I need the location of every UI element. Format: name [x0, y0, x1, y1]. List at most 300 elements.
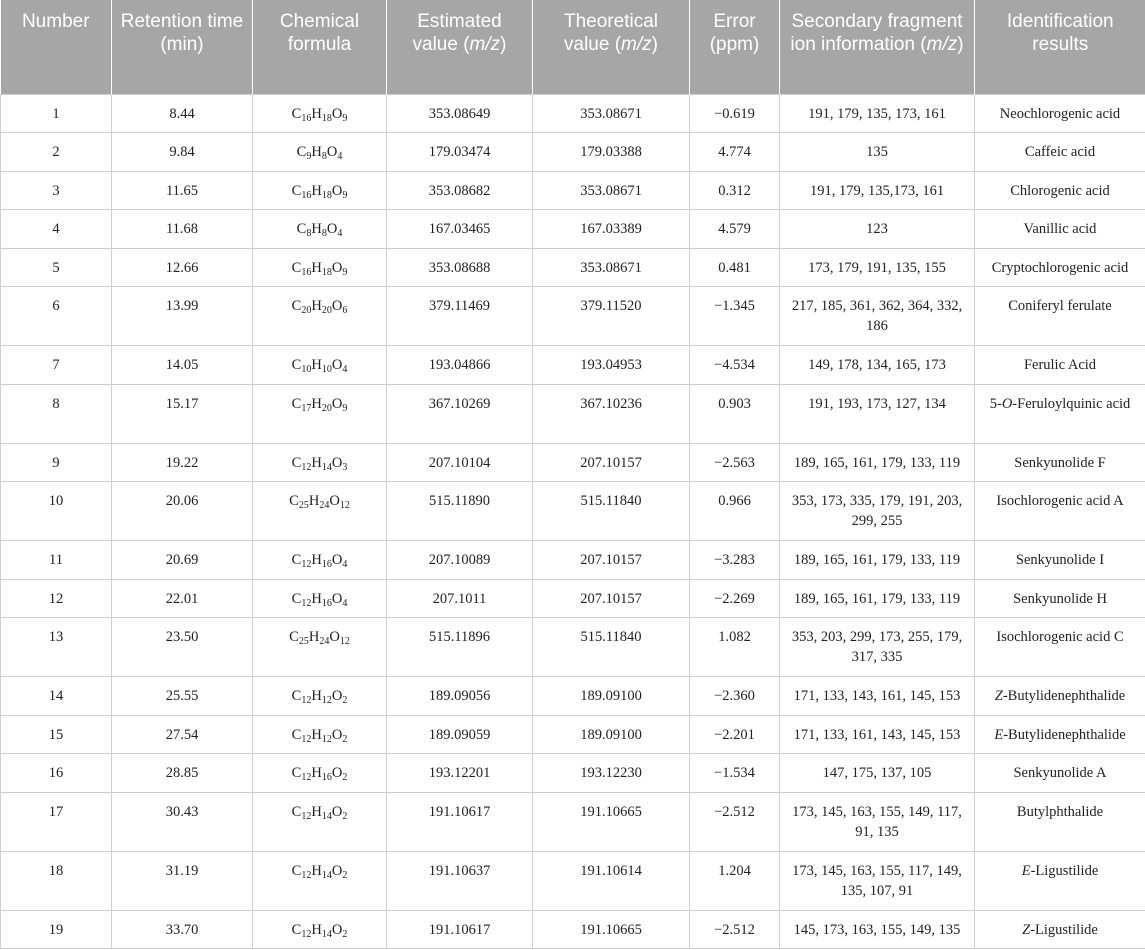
formula-subscript: 24 [319, 500, 330, 511]
cell-fragment-ions: 135 [780, 133, 975, 172]
cell-chemical-formula [253, 171, 387, 210]
formula-element: C [291, 590, 302, 607]
formula-subscript: 25 [298, 636, 309, 647]
cell-identification [975, 618, 1145, 677]
cell-number: 15 [1, 715, 112, 754]
cell-estimated-value: 179.03474 [387, 133, 533, 172]
cell-retention-time: 14.05 [112, 346, 253, 385]
cell-number: 6 [1, 287, 112, 346]
formula-element: H [311, 357, 322, 373]
cell-theoretical-value: 193.12230 [533, 754, 690, 793]
formula-element: O [331, 590, 343, 607]
header-identification: Identification results [975, 0, 1145, 94]
cell-fragment-ions: 171, 133, 143, 161, 145, 153 [780, 677, 975, 716]
formula-subscript: 9 [342, 402, 348, 414]
cell-identification [975, 94, 1145, 133]
formula-subscript: 2 [342, 869, 348, 881]
cell-estimated-value: 353.08649 [387, 94, 533, 133]
formula-subscript: 8 [321, 151, 327, 162]
cell-error: −0.619 [690, 94, 780, 133]
formula-element: C [291, 259, 302, 276]
identification-name: -Ligustilide [1030, 862, 1099, 879]
cell-estimated-value: 367.10269 [387, 384, 533, 443]
cell-retention-time: 33.70 [112, 910, 253, 949]
identification-name: Isochlorogenic acid C [996, 629, 1124, 645]
cell-error: 4.774 [690, 133, 780, 172]
cell-retention-time: 31.19 [112, 851, 253, 910]
table-row [1, 133, 1145, 172]
cell-fragment-ions: 173, 179, 191, 135, 155 [780, 248, 975, 287]
formula-subscript: 25 [298, 500, 309, 511]
formula-subscript: 14 [321, 928, 332, 940]
cell-estimated-value: 515.11896 [387, 618, 533, 677]
formula-element: H [311, 105, 322, 122]
cell-error: −1.345 [690, 287, 780, 346]
cell-estimated-value: 189.09056 [387, 677, 533, 716]
formula-subscript: 9 [342, 112, 348, 124]
cell-retention-time: 28.85 [112, 754, 253, 793]
cell-theoretical-value: 515.11840 [533, 618, 690, 677]
cell-theoretical-value: 191.10614 [533, 851, 690, 910]
identification-name: Senkyunolide I [1015, 552, 1105, 568]
identification-name: Caffeic acid [1024, 144, 1096, 160]
cell-theoretical-value: 515.11840 [533, 482, 690, 541]
cell-retention-time: 20.06 [112, 482, 253, 541]
formula-element: C [296, 221, 307, 237]
cell-fragment-ions: 191, 193, 173, 127, 134 [780, 384, 975, 443]
formula-element: H [311, 182, 322, 199]
formula-subscript: 12 [301, 869, 312, 881]
cell-fragment-ions: 171, 133, 161, 143, 145, 153 [780, 715, 975, 754]
formula-subscript: 4 [342, 597, 348, 609]
formula-subscript: 18 [321, 112, 332, 124]
cell-number: 9 [1, 443, 112, 482]
cell-theoretical-value: 191.10665 [533, 910, 690, 949]
table-row [1, 910, 1145, 949]
formula-subscript: 20 [321, 402, 332, 414]
formula-subscript: 10 [301, 364, 312, 375]
formula-element: O [331, 765, 343, 781]
cell-error: 1.204 [690, 851, 780, 910]
formula-element: C [291, 688, 302, 704]
formula-element: O [329, 493, 340, 509]
formula-subscript: 12 [301, 461, 312, 473]
identification-italic: Z [994, 688, 1003, 704]
formula-subscript: 16 [321, 597, 332, 609]
identification-name: Coniferyl ferulate [1008, 298, 1112, 314]
table-row [1, 754, 1145, 793]
cell-fragment-ions: 191, 179, 135, 173, 161 [780, 94, 975, 133]
cell-error: −2.563 [690, 443, 780, 482]
formula-element: O [331, 921, 343, 938]
cell-retention-time: 15.17 [112, 384, 253, 443]
formula-element: O [331, 726, 343, 743]
formula-subscript: 4 [342, 559, 348, 570]
identification-name: Cryptochlorogenic acid [991, 259, 1129, 276]
cell-identification [975, 171, 1145, 210]
formula-subscript: 20 [301, 305, 312, 316]
cell-fragment-ions: 149, 178, 134, 165, 173 [780, 346, 975, 385]
cell-fragment-ions: 123 [780, 210, 975, 249]
cell-chemical-formula [253, 482, 387, 541]
cell-fragment-ions: 353, 173, 335, 179, 191, 203, 299, 255 [780, 482, 975, 541]
header-fragment-ions: Secondary fragment ion information (m/z) [780, 0, 975, 94]
cell-fragment-ions: 191, 179, 135,173, 161 [780, 171, 975, 210]
formula-element: C [291, 552, 302, 568]
formula-element: H [311, 726, 322, 743]
formula-element: H [311, 921, 322, 938]
cell-estimated-value: 191.10637 [387, 851, 533, 910]
cell-number: 11 [1, 541, 112, 580]
formula-element: H [311, 454, 322, 471]
cell-estimated-value: 191.10617 [387, 910, 533, 949]
formula-element: O [326, 144, 338, 160]
cell-error: −1.534 [690, 754, 780, 793]
cell-estimated-value: 167.03465 [387, 210, 533, 249]
formula-subscript: 17 [301, 402, 312, 414]
formula-subscript: 2 [342, 695, 348, 706]
formula-element: C [289, 493, 299, 509]
identification-name: -Ligustilide [1030, 921, 1098, 938]
cell-retention-time: 22.01 [112, 579, 253, 618]
cell-number: 13 [1, 618, 112, 677]
formula-subscript: 18 [321, 189, 332, 201]
cell-number: 2 [1, 133, 112, 172]
formula-element: O [331, 862, 343, 879]
cell-number: 10 [1, 482, 112, 541]
formula-subscript: 20 [321, 305, 332, 316]
formula-element: O [331, 298, 343, 314]
table-row [1, 248, 1145, 287]
identification-name: Isochlorogenic acid A [996, 493, 1124, 509]
table-row [1, 541, 1145, 580]
formula-subscript: 14 [321, 869, 332, 881]
table-row [1, 579, 1145, 618]
cell-theoretical-value: 353.08671 [533, 248, 690, 287]
cell-chemical-formula [253, 384, 387, 443]
table-row [1, 715, 1145, 754]
cell-number: 12 [1, 579, 112, 618]
identification-name: -Butylidenephthalide [1003, 726, 1126, 743]
cell-estimated-value: 207.1011 [387, 579, 533, 618]
cell-theoretical-value: 367.10236 [533, 384, 690, 443]
cell-number: 7 [1, 346, 112, 385]
formula-element: C [291, 298, 302, 314]
cell-error: 4.579 [690, 210, 780, 249]
cell-number: 16 [1, 754, 112, 793]
cell-error: −2.512 [690, 792, 780, 851]
formula-subscript: 8 [306, 228, 312, 239]
formula-subscript: 4 [342, 364, 348, 375]
formula-subscript: 2 [342, 772, 348, 783]
formula-element: H [311, 144, 322, 160]
cell-number: 19 [1, 910, 112, 949]
cell-retention-time: 25.55 [112, 677, 253, 716]
formula-subscript: 2 [342, 733, 348, 745]
cell-theoretical-value: 191.10665 [533, 792, 690, 851]
cell-chemical-formula [253, 579, 387, 618]
cell-identification [975, 677, 1145, 716]
cell-error: −2.360 [690, 677, 780, 716]
cell-theoretical-value: 379.11520 [533, 287, 690, 346]
formula-subscript: 16 [301, 266, 312, 278]
formula-subscript: 12 [301, 772, 312, 783]
cell-retention-time: 23.50 [112, 618, 253, 677]
formula-element: H [311, 552, 322, 568]
cell-fragment-ions: 173, 145, 163, 155, 117, 149, 135, 107, 91 [780, 851, 975, 910]
identification-name: -Butylidenephthalide [1002, 688, 1126, 704]
formula-subscript: 10 [321, 364, 332, 375]
cell-theoretical-value: 353.08671 [533, 94, 690, 133]
identification-name: Senkyunolide A [1013, 765, 1107, 781]
cell-number: 17 [1, 792, 112, 851]
cell-retention-time: 19.22 [112, 443, 253, 482]
formula-subscript: 12 [339, 500, 350, 511]
formula-subscript: 14 [321, 461, 332, 473]
cell-number: 4 [1, 210, 112, 249]
formula-subscript: 12 [321, 695, 332, 706]
formula-element: C [291, 765, 302, 781]
cell-fragment-ions: 147, 175, 137, 105 [780, 754, 975, 793]
cell-identification [975, 579, 1145, 618]
cell-error: −2.269 [690, 579, 780, 618]
cell-estimated-value: 379.11469 [387, 287, 533, 346]
formula-element: O [331, 105, 343, 122]
formula-element: O [331, 259, 343, 276]
identification-italic: O [1001, 395, 1013, 412]
cell-estimated-value: 193.04866 [387, 346, 533, 385]
formula-element: C [291, 803, 302, 820]
formula-subscript: 16 [301, 189, 312, 201]
cell-theoretical-value: 179.03388 [533, 133, 690, 172]
identification-name: Chlorogenic acid [1010, 182, 1110, 199]
cell-identification [975, 248, 1145, 287]
formula-element: O [331, 454, 343, 471]
cell-number: 3 [1, 171, 112, 210]
formula-element: H [308, 629, 320, 645]
cell-theoretical-value: 189.09100 [533, 715, 690, 754]
formula-subscript: 12 [301, 695, 312, 706]
formula-element: O [326, 221, 338, 237]
table-row [1, 346, 1145, 385]
cell-error: 0.312 [690, 171, 780, 210]
formula-subscript: 4 [337, 228, 343, 239]
formula-subscript: 24 [319, 636, 330, 647]
formula-element: C [291, 395, 302, 412]
cell-number: 8 [1, 384, 112, 443]
formula-element: H [311, 221, 322, 237]
cell-estimated-value: 207.10104 [387, 443, 533, 482]
cell-retention-time: 27.54 [112, 715, 253, 754]
cell-estimated-value: 207.10089 [387, 541, 533, 580]
formula-subscript: 9 [342, 189, 348, 201]
table-row [1, 384, 1145, 443]
cell-identification [975, 443, 1145, 482]
identification-name: Senkyunolide F [1014, 454, 1106, 471]
formula-subscript: 4 [337, 151, 343, 162]
header-error: Error (ppm) [690, 0, 780, 94]
table-row [1, 677, 1145, 716]
cell-identification [975, 346, 1145, 385]
cell-theoretical-value: 207.10157 [533, 579, 690, 618]
identification-italic: E [994, 726, 1004, 743]
cell-number: 18 [1, 851, 112, 910]
identification-name: Ferulic Acid [1023, 357, 1097, 373]
cell-fragment-ions: 353, 203, 299, 173, 255, 179, 317, 335 [780, 618, 975, 677]
formula-subscript: 12 [301, 559, 312, 570]
formula-subscript: 12 [301, 733, 312, 745]
cell-fragment-ions: 217, 185, 361, 362, 364, 332, 186 [780, 287, 975, 346]
formula-subscript: 16 [321, 772, 332, 783]
header-retention-time: Retention time (min) [112, 0, 253, 94]
formula-element: O [331, 688, 343, 704]
table-row [1, 482, 1145, 541]
cell-theoretical-value: 189.09100 [533, 677, 690, 716]
cell-chemical-formula [253, 133, 387, 172]
cell-retention-time: 11.68 [112, 210, 253, 249]
formula-element: H [311, 803, 322, 820]
formula-element: O [331, 357, 343, 373]
cell-chemical-formula [253, 346, 387, 385]
cell-error: −2.201 [690, 715, 780, 754]
header-estimated-value: Estimated value (m/z) [387, 0, 533, 94]
table-row [1, 851, 1145, 910]
cell-retention-time: 11.65 [112, 171, 253, 210]
formula-element: H [311, 298, 322, 314]
cell-identification [975, 384, 1145, 443]
cell-chemical-formula [253, 287, 387, 346]
identification-italic: Z [1022, 921, 1031, 938]
formula-element: C [291, 862, 302, 879]
formula-subscript: 12 [321, 733, 332, 745]
identification-prefix: 5- [989, 395, 1002, 412]
cell-identification [975, 715, 1145, 754]
table-row [1, 171, 1145, 210]
header-row [1, 0, 1145, 94]
cell-chemical-formula [253, 677, 387, 716]
cell-identification [975, 133, 1145, 172]
table-body [1, 94, 1145, 949]
formula-element: C [291, 726, 302, 743]
cell-chemical-formula [253, 910, 387, 949]
cell-estimated-value: 515.11890 [387, 482, 533, 541]
cell-identification [975, 541, 1145, 580]
formula-element: H [311, 765, 322, 781]
cell-retention-time: 13.99 [112, 287, 253, 346]
cell-identification [975, 287, 1145, 346]
cell-error: 1.082 [690, 618, 780, 677]
cell-fragment-ions: 145, 173, 163, 155, 149, 135 [780, 910, 975, 949]
cell-number: 1 [1, 94, 112, 133]
formula-element: H [311, 862, 322, 879]
formula-subscript: 12 [301, 928, 312, 940]
formula-element: H [311, 259, 322, 276]
header-theoretical-value: Theoretical value (m/z) [533, 0, 690, 94]
table-row [1, 94, 1145, 133]
cell-fragment-ions: 189, 165, 161, 179, 133, 119 [780, 579, 975, 618]
cell-fragment-ions: 189, 165, 161, 179, 133, 119 [780, 443, 975, 482]
identification-name: Vanillic acid [1023, 221, 1097, 237]
table-row [1, 443, 1145, 482]
table-row [1, 618, 1145, 677]
formula-subscript: 2 [342, 928, 348, 940]
header-chemical-formula: Chemical formula [253, 0, 387, 94]
cell-error: −4.534 [690, 346, 780, 385]
cell-fragment-ions: 189, 165, 161, 179, 133, 119 [780, 541, 975, 580]
formula-element: C [291, 105, 302, 122]
formula-element: O [331, 552, 343, 568]
cell-number: 14 [1, 677, 112, 716]
formula-subscript: 16 [321, 559, 332, 570]
cell-theoretical-value: 193.04953 [533, 346, 690, 385]
formula-element: C [291, 921, 302, 938]
identification-name: Neochlorogenic acid [999, 105, 1121, 122]
cell-error: −3.283 [690, 541, 780, 580]
formula-subscript: 2 [342, 810, 348, 822]
formula-element: H [311, 590, 322, 607]
formula-element: C [291, 454, 302, 471]
cell-chemical-formula [253, 715, 387, 754]
cell-retention-time: 12.66 [112, 248, 253, 287]
formula-element: C [296, 144, 307, 160]
table-row [1, 287, 1145, 346]
cell-theoretical-value: 353.08671 [533, 171, 690, 210]
formula-element: H [311, 688, 322, 704]
table-row [1, 210, 1145, 249]
cell-retention-time: 9.84 [112, 133, 253, 172]
formula-element: C [291, 357, 302, 373]
formula-element: O [331, 395, 343, 412]
cell-error: 0.903 [690, 384, 780, 443]
cell-chemical-formula [253, 210, 387, 249]
cell-retention-time: 20.69 [112, 541, 253, 580]
formula-subscript: 12 [301, 810, 312, 822]
formula-element: O [329, 629, 340, 645]
cell-chemical-formula [253, 618, 387, 677]
formula-element: O [331, 803, 343, 820]
formula-subscript: 14 [321, 810, 332, 822]
cell-identification [975, 851, 1145, 910]
formula-element: C [291, 182, 302, 199]
cell-error: 0.481 [690, 248, 780, 287]
cell-chemical-formula [253, 541, 387, 580]
cell-error: −2.512 [690, 910, 780, 949]
identification-name: -Feruloylquinic acid [1012, 395, 1131, 412]
cell-theoretical-value: 207.10157 [533, 541, 690, 580]
cell-identification [975, 482, 1145, 541]
cell-theoretical-value: 207.10157 [533, 443, 690, 482]
cell-chemical-formula [253, 851, 387, 910]
cell-estimated-value: 189.09059 [387, 715, 533, 754]
formula-subscript: 9 [306, 151, 312, 162]
identification-name: Senkyunolide H [1013, 590, 1107, 607]
cell-identification [975, 754, 1145, 793]
identification-name: Butylphthalide [1016, 803, 1104, 820]
formula-subscript: 12 [301, 597, 312, 609]
formula-subscript: 18 [321, 266, 332, 278]
cell-fragment-ions: 173, 145, 163, 155, 149, 117, 91, 135 [780, 792, 975, 851]
cell-number: 5 [1, 248, 112, 287]
cell-error: 0.966 [690, 482, 780, 541]
formula-element: O [331, 182, 343, 199]
cell-identification [975, 792, 1145, 851]
formula-subscript: 6 [342, 305, 348, 316]
cell-retention-time: 8.44 [112, 94, 253, 133]
cell-chemical-formula [253, 792, 387, 851]
cell-estimated-value: 193.12201 [387, 754, 533, 793]
header-number: Number [1, 0, 112, 94]
table-row [1, 792, 1145, 851]
